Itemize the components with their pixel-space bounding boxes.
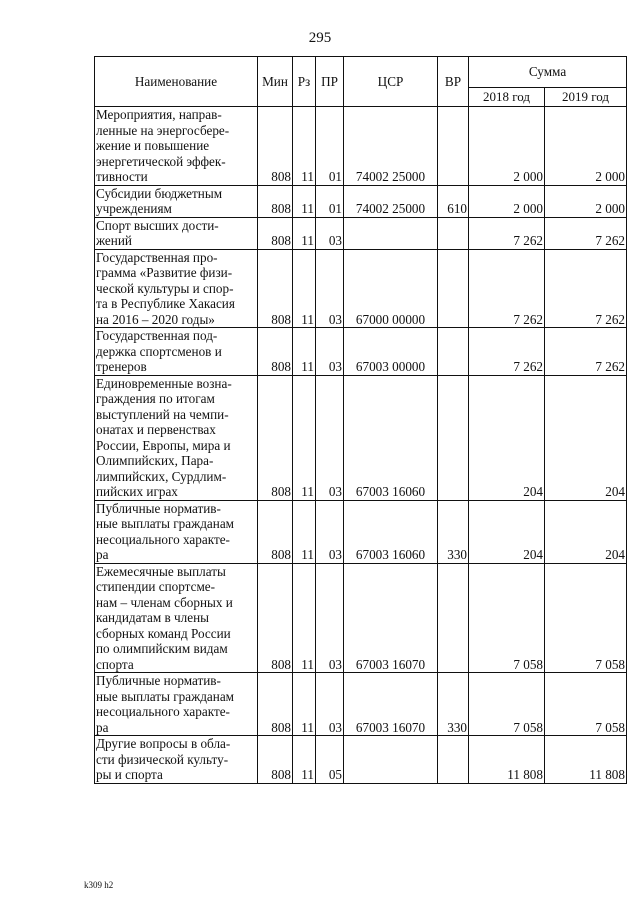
row-name-line: жение и повышение [96, 138, 210, 153]
row-csr: 67000 00000 [344, 249, 438, 328]
row-name-line: нам – членам сборных и [96, 594, 233, 610]
row-sum-2018: 2 000 [469, 185, 545, 217]
row-sum-2019: 204 [545, 375, 627, 500]
row-name-line: несоциального характе- [96, 531, 230, 547]
row-name-line: та в Республике Хакасия [96, 296, 235, 311]
row-rz: 11 [293, 673, 316, 736]
row-sum-2019: 7 058 [545, 673, 627, 736]
row-name-line: Публичные норматив- [96, 500, 221, 516]
row-min: 808 [258, 500, 293, 563]
row-name-line: Спорт высших дости- [96, 217, 219, 233]
table-row [95, 736, 627, 784]
row-name-line: России, Европы, мира и [96, 437, 231, 453]
row-rz: 11 [293, 500, 316, 563]
row-name-line: ры и спорта [96, 767, 163, 782]
header-pr: ПР [316, 57, 344, 107]
row-pr: 03 [316, 328, 344, 376]
row-vr: 330 [438, 673, 469, 736]
row-pr: 01 [316, 107, 344, 186]
row-name-line: ные выплаты гражданам [96, 688, 235, 704]
row-sum-2019: 7 058 [545, 563, 627, 673]
table-row [95, 185, 627, 217]
row-sum-2018: 7 058 [469, 673, 545, 736]
row-name-line: пийских играх [96, 484, 178, 499]
row-name-line: ра [96, 547, 109, 562]
row-csr: 74002 25000 [344, 107, 438, 186]
budget-table [94, 56, 627, 784]
row-name [95, 328, 258, 376]
row-name-line: сборных команд России [96, 625, 231, 641]
header-year-2019: 2019 год [545, 88, 627, 107]
row-name-line: Мероприятия, направ- [96, 107, 222, 122]
header-year-2018: 2018 год [469, 88, 545, 107]
row-vr [438, 328, 469, 376]
table-row [95, 375, 627, 500]
row-name-line: грамма «Развитие физи- [96, 265, 233, 280]
row-name-line: сти физической культу- [96, 751, 229, 767]
row-name [95, 736, 258, 784]
row-name-line: Государственная под- [96, 328, 218, 343]
row-csr: 67003 16070 [344, 563, 438, 673]
row-name-line: ческой культуры и спор- [96, 280, 234, 296]
row-min: 808 [258, 185, 293, 217]
row-pr: 03 [316, 375, 344, 500]
row-name-line: тивности [96, 169, 148, 184]
row-name-line: энергетической эффек- [96, 153, 226, 169]
table-row [95, 673, 627, 736]
row-pr: 01 [316, 185, 344, 217]
row-vr [438, 249, 469, 328]
row-sum-2019: 2 000 [545, 185, 627, 217]
row-sum-2019: 7 262 [545, 328, 627, 376]
table-row [95, 217, 627, 249]
row-min: 808 [258, 328, 293, 376]
row-name-line: кандидатам в члены [96, 610, 210, 625]
page-number: 295 [308, 30, 332, 46]
row-rz: 11 [293, 185, 316, 217]
row-name-line: Публичные норматив- [96, 673, 221, 688]
header-sum: Сумма [469, 57, 627, 88]
row-rz: 11 [293, 736, 316, 784]
row-name-line: на 2016 – 2020 годы» [96, 311, 215, 327]
row-vr [438, 375, 469, 500]
row-name-line: ные выплаты гражданам [96, 516, 235, 531]
row-name-line: по олимпийским видам [96, 641, 228, 656]
row-name [95, 107, 258, 186]
row-pr: 03 [316, 249, 344, 328]
row-name [95, 375, 258, 500]
row-csr: 67003 16060 [344, 500, 438, 563]
table-row [95, 328, 627, 376]
row-sum-2019: 7 262 [545, 249, 627, 328]
row-sum-2018: 2 000 [469, 107, 545, 186]
row-csr: 67003 16060 [344, 375, 438, 500]
row-name-line: граждения по итогам [96, 391, 215, 406]
row-pr: 03 [316, 500, 344, 563]
row-pr: 03 [316, 563, 344, 673]
row-name [95, 563, 258, 673]
row-name-line: учреждениям [96, 201, 172, 216]
row-name-line: онатах и первенствах [96, 422, 216, 437]
row-name-line: ра [96, 719, 109, 735]
row-pr: 05 [316, 736, 344, 784]
row-pr: 03 [316, 673, 344, 736]
row-csr: 67003 00000 [344, 328, 438, 376]
row-name [95, 673, 258, 736]
row-sum-2019: 11 808 [545, 736, 627, 784]
row-min: 808 [258, 736, 293, 784]
row-rz: 11 [293, 107, 316, 186]
row-name-line: тренеров [96, 359, 147, 374]
table-row [95, 249, 627, 328]
table-body [95, 107, 627, 784]
row-name-line: Единовременные возна- [96, 375, 232, 391]
row-csr: 67003 16070 [344, 673, 438, 736]
row-sum-2019: 2 000 [545, 107, 627, 186]
row-name [95, 500, 258, 563]
row-pr: 03 [316, 217, 344, 249]
footer-code: k309 h2 [84, 880, 114, 890]
row-name-line: Ежемесячные выплаты [96, 563, 226, 579]
row-name-line: жений [96, 233, 132, 248]
row-name-line: Государственная про- [96, 249, 218, 265]
row-sum-2018: 7 262 [469, 328, 545, 376]
row-vr: 330 [438, 500, 469, 563]
header-vr: ВР [438, 57, 469, 107]
row-name-line: ленные на энергосбере- [96, 122, 230, 138]
row-sum-2019: 204 [545, 500, 627, 563]
row-rz: 11 [293, 328, 316, 376]
row-name-line: Субсидии бюджетным [96, 185, 223, 201]
row-sum-2018: 204 [469, 375, 545, 500]
row-csr [344, 217, 438, 249]
row-name [95, 249, 258, 328]
row-name-line: выступлений на чемпи- [96, 406, 229, 422]
row-sum-2018: 11 808 [469, 736, 545, 784]
row-rz: 11 [293, 375, 316, 500]
row-name-line: несоциального характе- [96, 704, 230, 719]
row-name [95, 217, 258, 249]
row-name-line: стипендии спортсме- [96, 579, 216, 594]
row-vr [438, 563, 469, 673]
row-min: 808 [258, 563, 293, 673]
row-rz: 11 [293, 249, 316, 328]
row-min: 808 [258, 107, 293, 186]
row-min: 808 [258, 673, 293, 736]
row-name-line: лимпийских, Сурдлим- [96, 468, 227, 484]
row-min: 808 [258, 217, 293, 249]
header-rz: Рз [293, 57, 316, 107]
row-rz: 11 [293, 563, 316, 673]
header-csr: ЦСР [344, 57, 438, 107]
row-name-line: держка спортсменов и [96, 343, 222, 359]
row-sum-2019: 7 262 [545, 217, 627, 249]
row-vr [438, 736, 469, 784]
row-csr: 74002 25000 [344, 185, 438, 217]
header-name: Наименование [95, 57, 258, 107]
table-row [95, 563, 627, 673]
header-min: Мин [258, 57, 293, 107]
row-min: 808 [258, 249, 293, 328]
row-vr [438, 107, 469, 186]
row-name-line: Олимпийских, Пара- [96, 453, 214, 468]
row-name-line: Другие вопросы в обла- [96, 736, 231, 751]
row-vr [438, 217, 469, 249]
table-row [95, 500, 627, 563]
row-sum-2018: 204 [469, 500, 545, 563]
row-sum-2018: 7 262 [469, 249, 545, 328]
row-min: 808 [258, 375, 293, 500]
row-csr [344, 736, 438, 784]
row-name-line: спорта [96, 656, 134, 672]
row-rz: 11 [293, 217, 316, 249]
row-sum-2018: 7 262 [469, 217, 545, 249]
table-row [95, 107, 627, 186]
row-sum-2018: 7 058 [469, 563, 545, 673]
row-name [95, 185, 258, 217]
row-vr: 610 [438, 185, 469, 217]
